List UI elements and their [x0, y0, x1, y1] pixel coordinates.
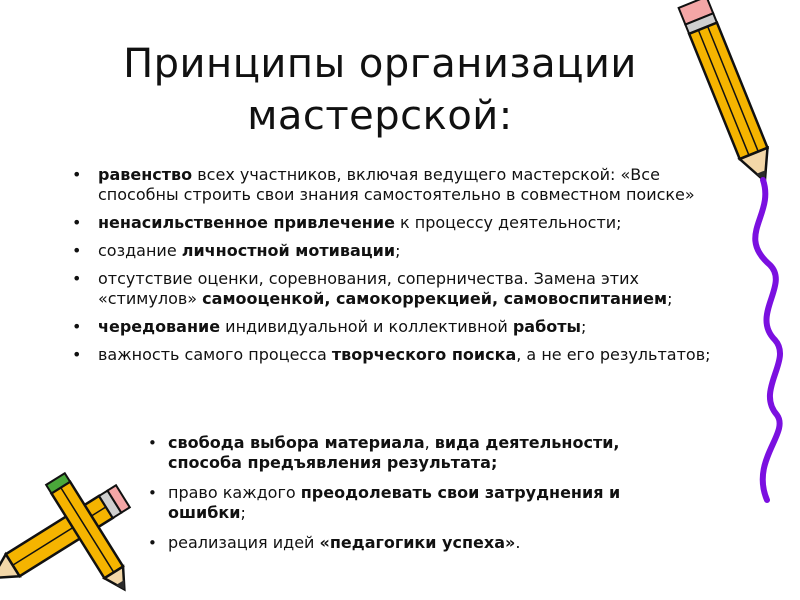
item-text: индивидуальной и коллективной	[220, 317, 513, 336]
item-text: , а не его результатов;	[516, 345, 711, 364]
principles-list	[72, 165, 732, 373]
item-text: ;	[667, 289, 673, 308]
slide-title	[60, 38, 700, 142]
item-bold-text: личностной мотивации	[181, 241, 396, 260]
item-bold-text: преодолевать свои затруднения и ошибки	[168, 483, 621, 522]
item-text: ;	[240, 503, 246, 522]
item-text: реализация идей	[168, 533, 320, 552]
item-bold-text: свобода выбора материала	[168, 433, 425, 452]
pencil-icon	[675, 0, 785, 190]
title-line-1: Принципы организации	[123, 41, 637, 87]
item-text: право каждого	[168, 483, 301, 502]
list-item	[72, 317, 732, 337]
list-item	[72, 269, 732, 309]
item-text: создание	[98, 241, 182, 260]
title-line-2: мастерской:	[247, 93, 513, 139]
item-bold-text: вида деятельности, способа предъявления результата;	[168, 433, 620, 472]
list-item	[148, 533, 658, 553]
item-bold-text: «педагогики успеха»	[319, 533, 516, 552]
swirl-line	[715, 175, 800, 505]
list-item	[72, 241, 732, 261]
item-bold-text: равенство	[98, 165, 193, 184]
item-bold-text: самооценкой, самокоррекцией, самовоспитанием	[202, 289, 668, 308]
list-item	[148, 483, 658, 523]
item-bold-text: творческого поиска	[331, 345, 517, 364]
pencils-icon	[0, 470, 140, 600]
list-item	[72, 345, 732, 365]
sub-principles-list	[148, 433, 658, 563]
item-text: важность самого процесса	[98, 345, 332, 364]
item-text: к процессу деятельности;	[394, 213, 622, 232]
item-text: ;	[581, 317, 587, 336]
item-bold-text: чередование	[98, 317, 221, 336]
item-bold-text: ненасильственное привлечение	[98, 213, 395, 232]
list-item	[72, 165, 732, 205]
item-bold-text: работы	[512, 317, 581, 336]
item-text: ,	[424, 433, 435, 452]
list-item	[72, 213, 732, 233]
item-text: .	[515, 533, 521, 552]
item-text: всех участников, включая ведущего мастерской: «Все способны строить свои знания самостоятельно в совместном поиске»	[98, 165, 695, 204]
item-text: ;	[395, 241, 401, 260]
list-item	[148, 433, 658, 473]
item-text: отсутствие оценки, соревнования, соперничества. Замена этих «стимулов»	[98, 269, 639, 308]
